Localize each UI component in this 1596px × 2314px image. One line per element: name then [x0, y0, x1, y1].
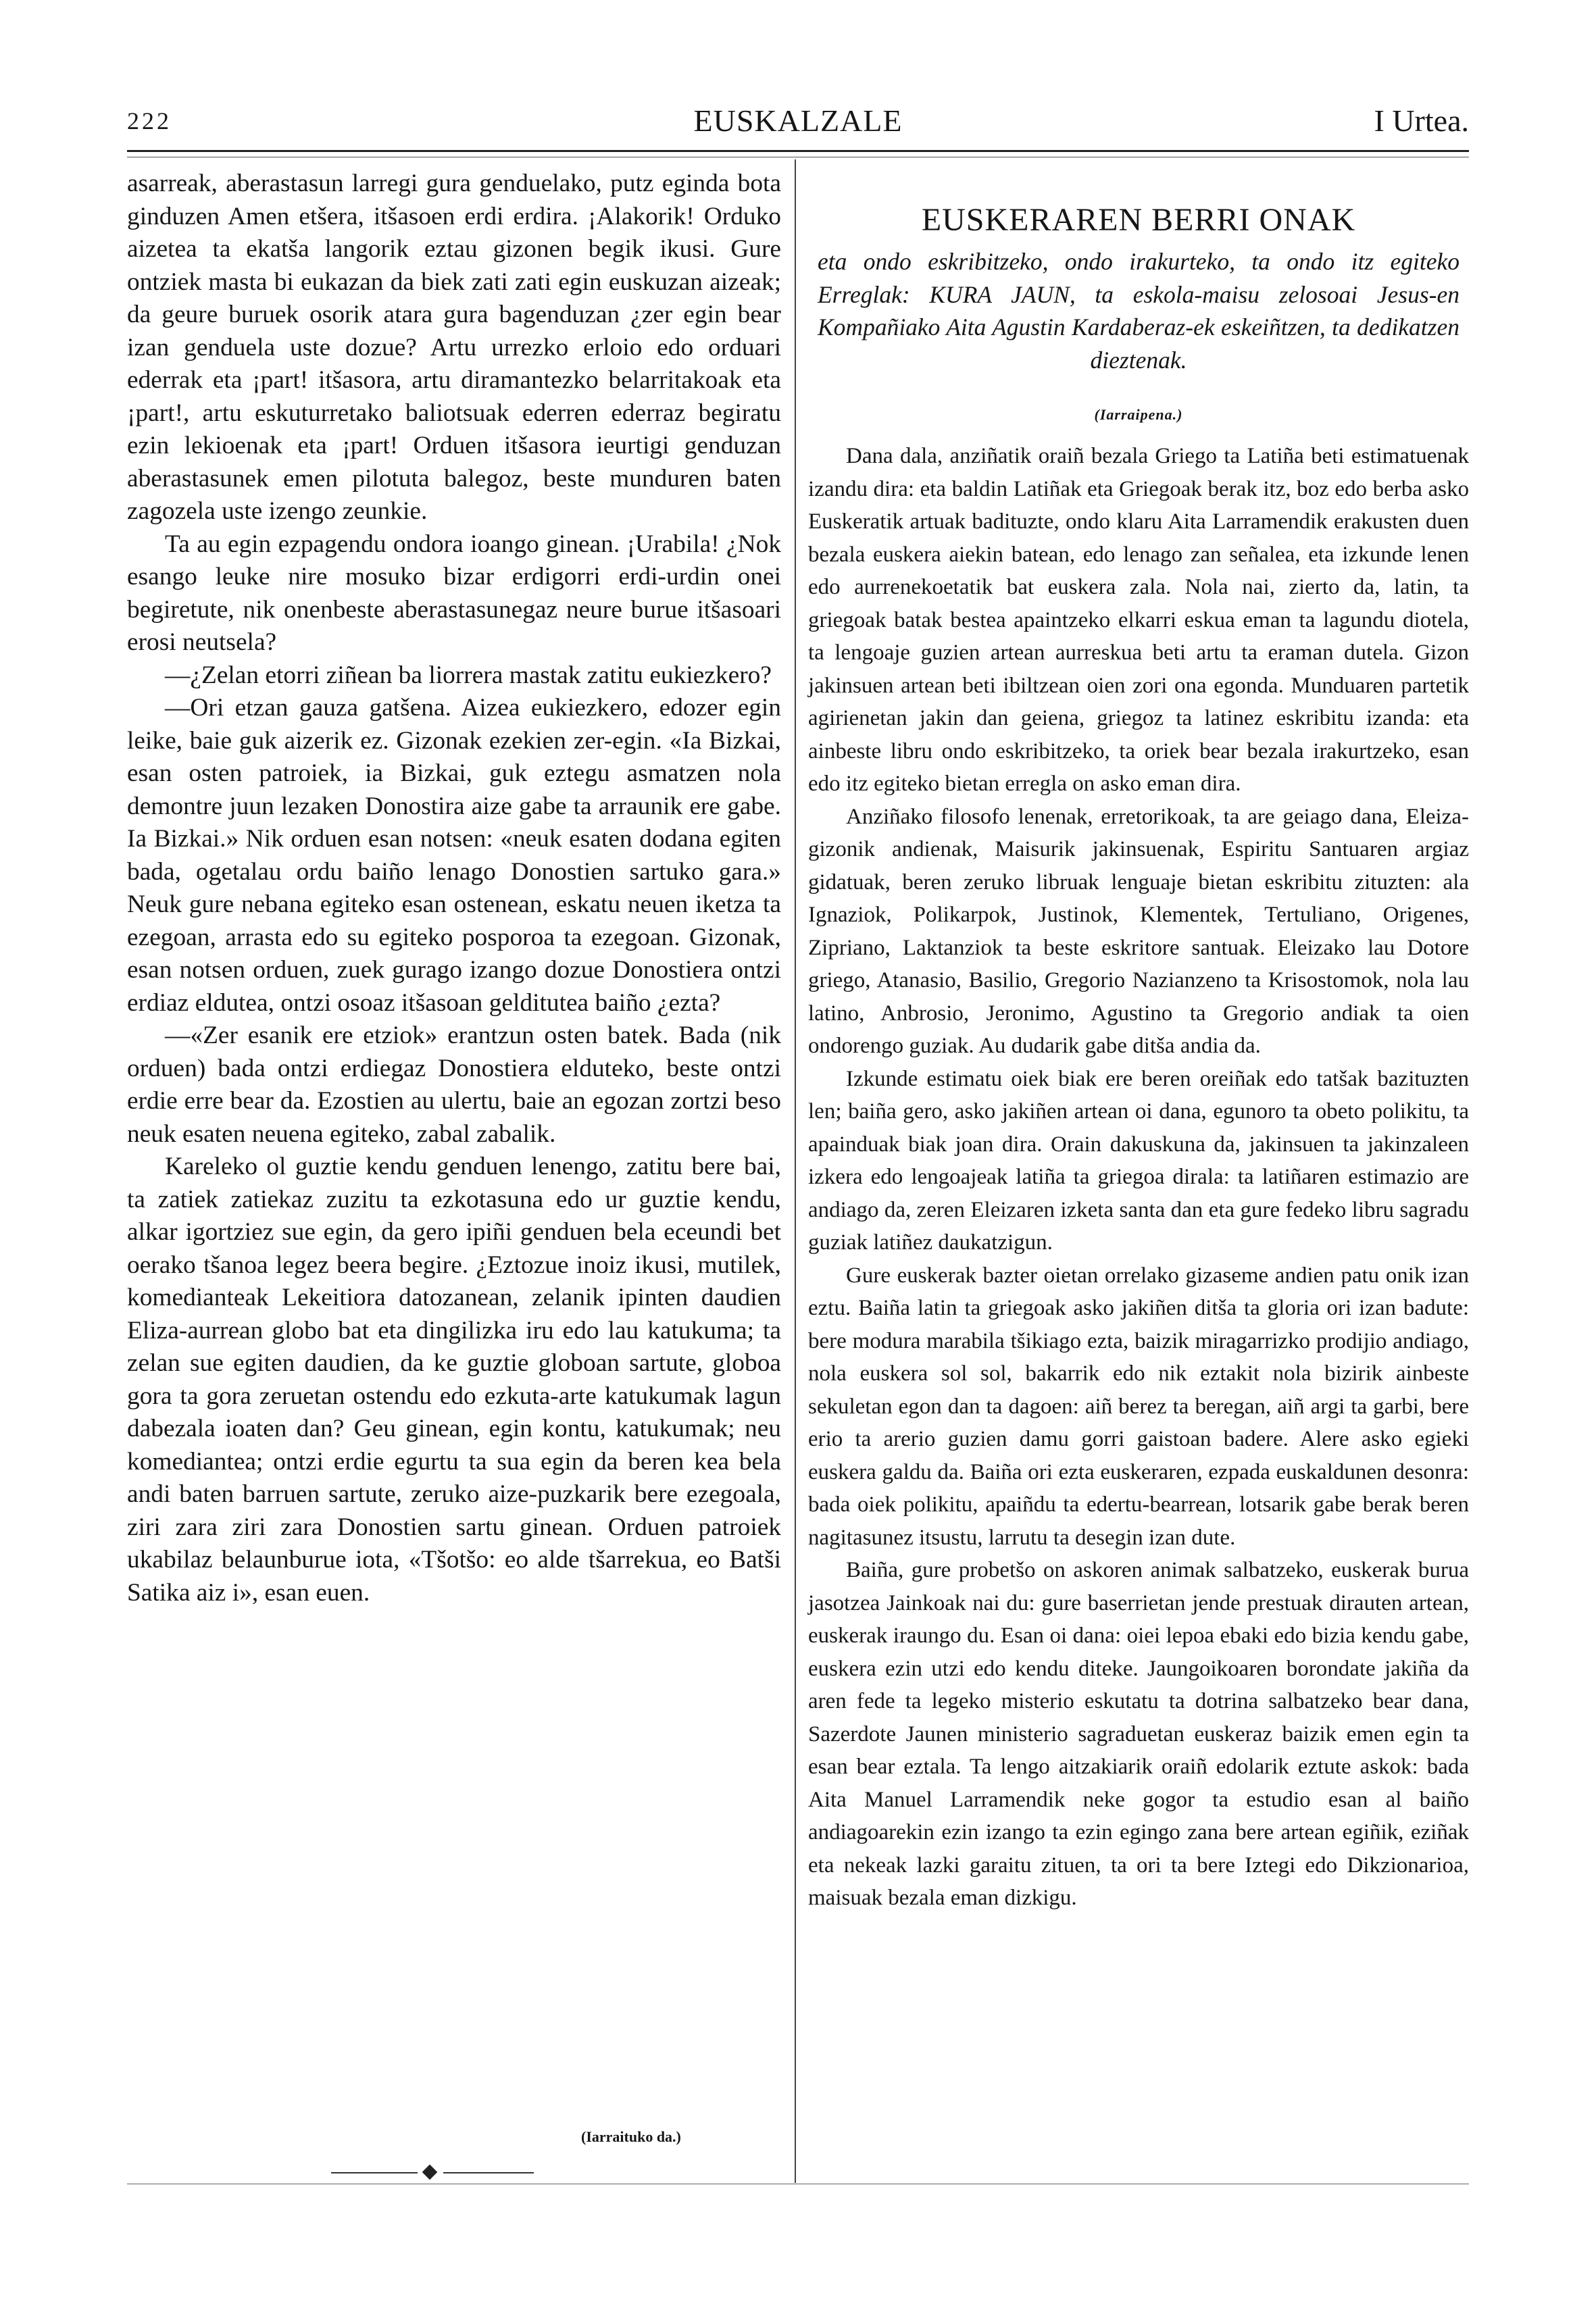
- column-divider: [795, 159, 796, 2183]
- left-paragraph-4: —Ori etzan gauza gatšena. Aizea eukiezkero, edozer egin leike, baie guk aizerik ez. Gizonak ezekien zer-egin. «Ia Bizkai, esan osten patroiek, ia Bizkai, guk eztegu asmatzen nola demontre juun lezaken Donostira aize gabe ta arraunik ere gabe. Ia Bizkai.» Nik orduen esan notsen: «neuk esaten dodana egiten bada, ogetalau ordu baiño lenago Donostien sartuko gara.» Neuk gure nebana egiteko esan ostenean, eskatu neuen iketza ta ezegoan, arrasta edo su egiteko posporoa ta ezegoan. Gizonak, esan notsen orduen, zuek gurago izango dozue Donostiera ontzi erdiaz eldutea, ontzi osoaz itšasoan geldituteа baiño ¿ezta?: [127, 694, 781, 1017]
- right-paragraph-5: Baiña, gure probetšo on askoren animak salbatzeko, euskerak burua jasotzea Jainkoak nai du: gure baserrietan jende prestuak dirauten artean, euskerak iraungo du. Esan oi dana: oiei lepoa ebaki edo bizia kendu gabe, euskera ezin utzi edo kendu diteke. Jaungoikoaren borondate jakiña da aren fede ta legeko misterio eskutatu ta dotrina salbatzeko bear dana, Sazerdote Jaunen ministerio sagraduetan euskeraz baizik emen egin ta esan bear eztala. Ta lengo aitzakiarik oraiñ edolarik eztute askok: bada Aita Manuel Larramendik neke gogor ta estudio esan al baiño andiagoarekin ezin izango ta ezin egingo zana bere artean egiñik, eziñak eta nekeak lazki garaitu zituen, ta ori ta bere Iztegi edo Dikzionarioa, maisuak bezala eman dizkigu.: [808, 1558, 1469, 1910]
- continuation-label: (Iarraipena.): [1094, 406, 1183, 423]
- end-ornament: [331, 2166, 534, 2180]
- left-paragraph-3: —¿Zelan etorri ziñean ba liorrera mastak zatitu eukiezkero?: [165, 661, 772, 689]
- to-be-continued: (Iarraituko da.): [581, 2128, 681, 2145]
- left-paragraph-6: Kareleko ol guztie kendu genduen lenengo, zatitu bere bai, ta zatiek zatiekaz zuzitu ta ezkotasuna edo ur guztie kendu, alkar igortziez sue egin, da gero ipiñi genduen bela eceundi bet oerako tšanoa legez beera begire. ¿Eztozue inoiz ikusi, mutilek, komedianteak Lekeitiora datozanean, zelanik ipinten daudien Eliza-aurrean globo bat eta dingilizka iru edo lau katukuma; ta zelan sue egiten daudien, da ke guztie globoan sartute, globoa gora ta gora zeruetan ostendu edo ezkuta-arte katukumak lagun dabezala ioaten dan? Geu ginean, egin kontu, katukumak; neu komediantea; ontzi erdie egurtu ta sua egin da beren kea bela andi baten barruen sartute, zeruko aize-puzkarik bere ezegoala, ziri zara ziri zara Donostien sartu ginean. Orduen patroiek ukabilaz belaunburue iota, «Tšotšo: eo alde tšarrekua, eo Batši Satika aiz i», esan euen.: [127, 1153, 781, 1607]
- journal-title: EUSKALZALE: [693, 103, 903, 138]
- left-paragraph-2: Ta au egin ezpagendu ondora ioango ginean. ¡Urabila! ¿Nok esango leuke nire mosuko bizar erdigorri erdi-urdin onei begiretute, nik onenbeste aberastasunegaz neure burue itšasoari erosi neutsela?: [127, 530, 781, 656]
- right-paragraph-1: Dana dala, anziñatik oraiñ bezala Griego ta Latiña beti estimatuenak izandu dira: eta baldin Latiñak eta Griegoak berak itz, boz edo berba asko Euskeratik artuak badituzte, ondo klaru Aita Larramendik erakusten duen bezala euskera aiekin batean, edo lenago zan señalea, eta izkunde lenen edo aurrenekoetatik bat euskera zala. Nola nai, zierto da, latin, ta griegoak batak bestea apaintzeko elkarri eskua eman ta lagundu diotela, ta lengoaje guzien artean aurreskua beti artu ta eraman dutela. Gizon jakinsuen artean beti ibiltzean oien zori ona egonda. Munduaren partetik agirienetan jakin dan geiena, griegoz ta latinez eskribitu izanda: eta ainbeste libru ondo eskribitzeko, ta oriek bear bezala irakurtzeko, esan edo itz egiteko bietan erregla on asko eman dira.: [808, 444, 1469, 796]
- right-paragraph-4: Gure euskerak bazter oietan orrelako gizaseme andien patu onik izan eztu. Baiña latin ta griegoak asko jakiñen ditša ta gloria ori izan badute: bere modura marabila tšikiago ezta, baizik miragarrizko prodijio andiago, nola euskera sol sol, bakarrik edo nik eztakit nola bizirik ainbeste sekuletan egon dan ta dagoen: aiñ berez ta beregan, aiñ argi ta garbi, bere erio ta arerio guzien damu gorri gaistoan badere. Alere asko egieki euskera galdu da. Baiña ori ezta euskeraren, ezpada euskaldunen desonra: bada oiek polikitu, apaiñdu ta edertu-bearrean, lotsarik gabe berak beren nagitasunez itsustu, larrutu ta desegin izan dute.: [808, 1263, 1469, 1550]
- volume-year: I Urtea.: [1374, 103, 1469, 138]
- right-paragraph-3: Izkunde estimatu oiek biak ere beren oreiñak edo tatšak bazituzten len; baiña gero, asko jakiñen artean oi dana, egunoro ta obeto polikitu, ta apainduak biak joan dira. Orain dakuskuna da, jakinsuen ta jakinzaleen izkera edo lengoajeak latiña ta griegoa dirala: ta latiñaren estimazio are andiago da, zeren Eleizaren izketa santa dan eta gure fedeko libru sagradu guziak latiñez daukatzigun.: [808, 1066, 1469, 1255]
- right-column: [808, 168, 1469, 1915]
- left-paragraph-5: —«Zer esanik ere etziok» erantzun osten batek. Bada (nik orduen) bada ontzi erdiegaz Donostiera elduteko, beste ontzi erdie erre bear da. Ezostien au ulertu, baie an egozan zortzi beso neuk esaten neuena egiteko, zabal zabalik.: [127, 1022, 781, 1148]
- page-header: [127, 103, 1469, 147]
- right-paragraph-2: Anziñako filosofo lenenak, erretorikoak, ta are geiago dana, Eleiza-gizonik andienak, Maisurik jakinsuenak, Espiritu Santuaren argiaz gidatuak, beren zeruko libruak lenguaje bietan eskribitu zituzten: ala Ignaziok, Polikarpok, Justinok, Klementek, Tertuliano, Origenes, Zipriano, Laktanziok ta beste eskritore santuak. Eleizako lau Dotore griego, Atanasio, Basilio, Gregorio Nazianzeno ta Krisostomok, nola lau latino, Anbrosio, Jeronimo, Agustino ta Gregorio andiak ta oien ondorengo guziak. Au dudarik gabe ditša andia da.: [808, 804, 1469, 1058]
- article-title: EUSKERAREN BERRI ONAK: [921, 202, 1356, 238]
- left-paragraph-1: asarreak, aberastasun larregi gura genduelako, putz eginda bota ginduzen Amen etšera, itšasoen erdi erdira. ¡Alakorik! Orduko aizetea ta ekatša langorik eztau gizonen begik ikusi. Gure ontziek masta bi eukazan da biek zati zati egin euskuzan aizeak; da geure buruek osorik atara gura bagenduzan ¿zer egin bear izan genduela uste dozue? Artu urrezko erloio edo orduari ederrak eta ¡part! itšasora, artu diramantezko belarritakoak eta ¡part!, artu eskuturretako baliotsuak ederren ederraz begiratu ezin lekioenak eta ¡part! Orduen itšasora ieurtigi genduzan aberastasunek emen pilotuta balegoz, beste munduren baten zagozela uste izengo zeunkie.: [127, 170, 781, 525]
- left-column: [127, 168, 781, 1609]
- page-number: 222: [127, 107, 172, 134]
- article-dedication: eta ondo eskribitzeko, ondo irakurteko, ta ondo itz egiteko Erreglak: KURA JAUN, ta eskola-maisu zelosoai Jesus-en Kompañiako Aita Agustin Kardaberaz-ek eskeiñtzen, ta dedikatzen dieztenak.: [818, 248, 1460, 374]
- header-rule: [127, 150, 1469, 152]
